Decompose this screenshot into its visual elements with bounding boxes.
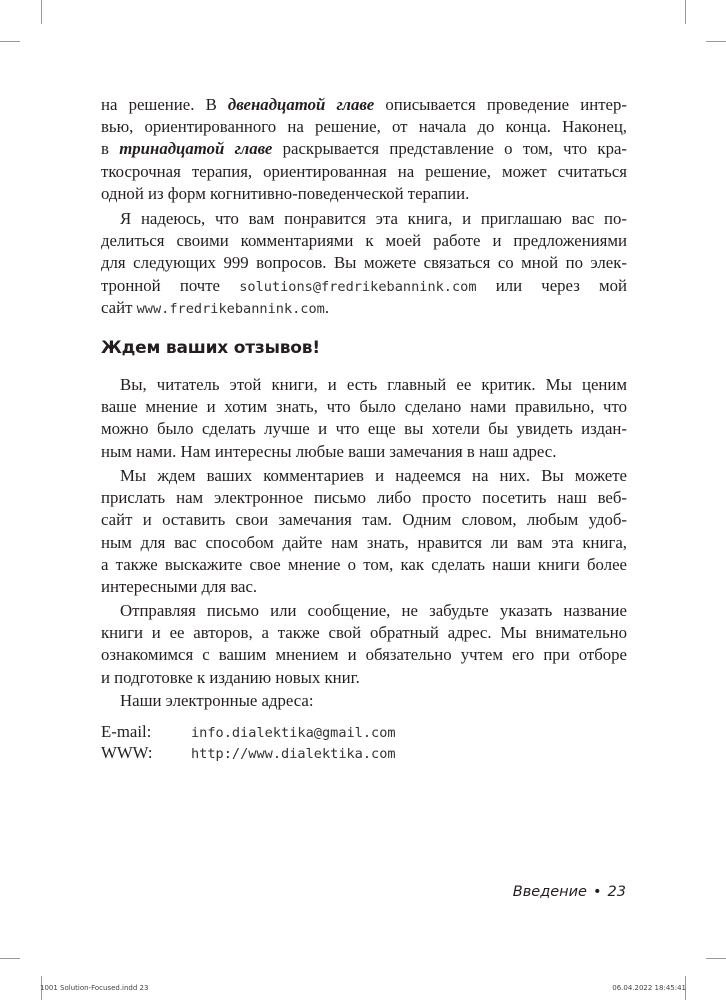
text: в <box>101 139 120 159</box>
paragraph-feedback <box>101 465 627 598</box>
slug-filename: 1001 Solution-Focused.indd 23 <box>40 984 149 992</box>
text-line: ткосрочная терапия, ориентированная на решение, может считаться <box>101 161 627 181</box>
text: на решение. В <box>101 95 228 114</box>
author-email-link[interactable]: solutions@fredrikebannink.com <box>239 278 477 295</box>
crop-mark <box>0 958 20 959</box>
running-footer <box>513 884 626 900</box>
email-label: E-mail: <box>101 722 152 741</box>
text-line: и подготовке к изданию новых книг. <box>101 667 360 687</box>
paragraph-contact-author <box>101 208 627 319</box>
text: . <box>324 297 330 317</box>
contact-row-www <box>101 742 396 763</box>
contact-row-email <box>101 721 396 742</box>
text-line: книги и ее авторов, а также свой обратный адрес. Мы внимательно <box>101 623 627 643</box>
text-line: Мы ждем ваших комментариев и надеемся на них. Вы можете <box>120 466 627 485</box>
text-line: делиться своими комментариями к моей работе и предложениями <box>101 231 627 251</box>
bullet-icon: • <box>592 884 602 900</box>
text-line: а также выскажите свое мнение о том, как сделать наши книги более <box>101 554 627 574</box>
text: раскрывается представление о том, что кра- <box>272 139 627 159</box>
text-line: Я надеюсь, что вам понравится эта книга, и приглашаю вас по- <box>120 209 627 228</box>
paragraph-chapters <box>101 94 627 205</box>
text: тронной почте <box>101 275 240 295</box>
text-line: ваше мнение и хотим знать, что было сделано нами правильно, что <box>101 397 627 417</box>
page-number: 23 <box>607 884 626 900</box>
crop-mark <box>706 958 726 959</box>
contact-list <box>101 721 396 763</box>
text: сайт <box>101 297 137 317</box>
text-line: вью, ориентированного на решение, от начала до конца. Наконец, <box>101 117 627 137</box>
paragraph-addresses-intro <box>101 690 627 712</box>
text-line: ным для вас способом дайте нам знать, нравится ли вам эта книга, <box>101 532 627 552</box>
footer-section-name: Введение <box>512 884 587 900</box>
text-line: ным нами. Нам интересны любые ваши замечания в наш адрес. <box>101 441 557 461</box>
publisher-email-link[interactable]: info.dialektika@gmail.com <box>191 725 396 741</box>
text: описывается проведение интер- <box>374 95 627 114</box>
text-line: интересными для вас. <box>101 576 258 596</box>
text-line: Наши электронные адреса: <box>120 691 314 710</box>
www-label: WWW: <box>101 743 153 762</box>
crop-mark <box>0 41 20 42</box>
text: или через мой <box>476 275 628 295</box>
crop-mark <box>685 0 686 24</box>
crop-mark <box>41 0 42 24</box>
publisher-website-link[interactable]: http://www.dialektika.com <box>191 746 396 762</box>
crop-mark <box>706 41 726 42</box>
text-line: прислать нам электронное письмо либо просто посетить наш веб- <box>101 488 627 508</box>
paragraph-reader-critic <box>101 374 627 463</box>
section-heading: Ждем ваших отзывов! <box>101 338 320 358</box>
chapter-12-emphasis: двенадцатой главе <box>227 95 375 114</box>
paragraph-sending <box>101 600 627 689</box>
text-line: сайт и оставить свои замечания там. Одним словом, любым удоб- <box>101 510 627 530</box>
text-line: Отправляя письмо или сообщение, не забудьте указать название <box>120 601 627 620</box>
text-line: Вы, читатель этой книги, и есть главный ее критик. Мы ценим <box>120 375 627 394</box>
author-website-link[interactable]: www.fredrikebannink.com <box>136 300 325 317</box>
text-line: ознакомимся с вашим мнением и обязательно учтем его при отборе <box>101 645 627 665</box>
text-line: одной из форм когнитивно-поведенческой терапии. <box>101 183 470 203</box>
chapter-13-emphasis: тринадцатой главе <box>119 139 273 159</box>
text-line: для следующих 999 вопросов. Вы можете связаться со мной по элек- <box>101 253 627 273</box>
text-line: можно было сделать лучше и что еще вы хотели бы увидеть издан- <box>101 419 627 439</box>
slug-timestamp: 06.04.2022 18:45:41 <box>612 984 686 992</box>
